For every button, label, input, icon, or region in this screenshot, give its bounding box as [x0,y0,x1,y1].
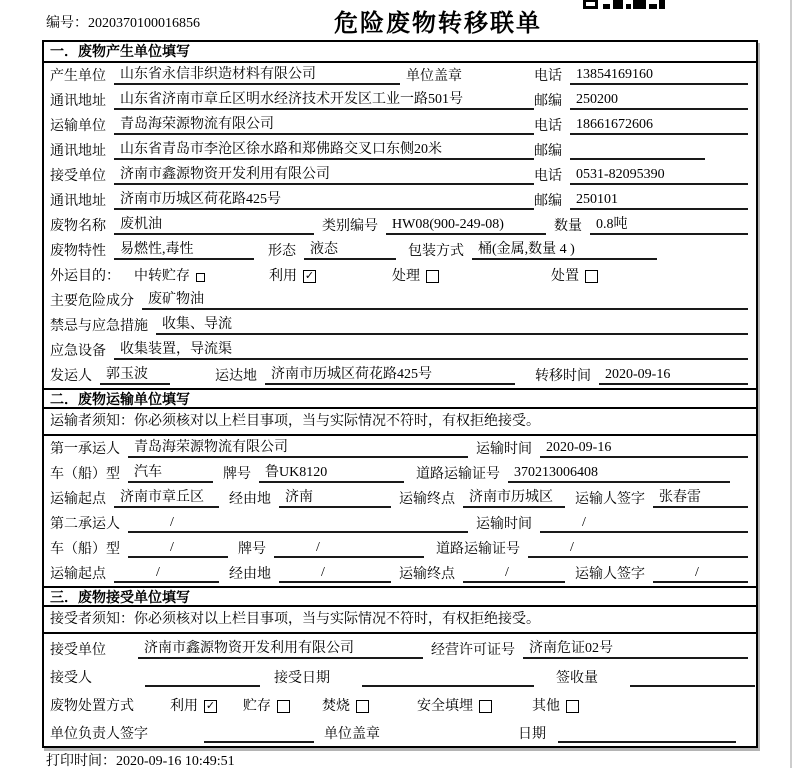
date-value [558,724,736,743]
carrier2-signature-label: 运输人签字 [575,567,645,582]
producer-unit-row [44,63,756,88]
form-state-label: 形态 [268,244,296,259]
waste-property-row [44,238,756,263]
section2-header: 二．废物运输单位填写 [44,388,756,409]
transporter-unit-value: 青岛海荣源物流有限公司 [114,116,534,135]
hazard-component-row [44,288,756,313]
plate-number2-label: 牌号 [238,542,266,557]
shipper-value: 郭玉波 [100,366,170,385]
storage-checkbox [277,700,290,713]
disposal-method-row [44,690,756,718]
responsible-signature-label: 单位负责人签字 [50,727,148,742]
vehicle-type2-row [44,536,756,561]
receiver-unit-row [44,163,756,188]
plate-number2-value: / [274,539,424,558]
print-time-value: 2020-09-16 10:49:51 [116,754,235,769]
license-number-value: 济南危证02号 [523,640,748,659]
transporter-address-row [44,138,756,163]
transfer-time-label: 转移时间 [535,369,591,384]
utilize-checkbox-checked: ✓ [304,269,315,282]
serial-number-line [46,12,200,32]
quantity-value: 0.8吨 [590,216,748,235]
accept-date-label: 接受日期 [274,671,330,686]
transporter-notice: 运输者须知：你必须核对以上栏目事项，当与实际情况不符时，有权拒绝接受。 [44,409,756,436]
first-carrier-value: 青岛海荣源物流有限公司 [128,439,468,458]
utilize2-checkbox-checked: ✓ [205,699,216,712]
accept-unit-row [44,634,756,662]
disposal-method-label: 废物处置方式 [50,699,134,714]
carrier-signature-value: 张春雷 [653,489,748,508]
unit-seal2-label: 单位盖章 [324,727,380,742]
vehicle-type-value: 汽车 [128,464,213,483]
producer-unit-value: 山东省永信非织造材料有限公司 [114,66,400,85]
producer-address-label: 通讯地址 [50,94,106,109]
accept-person-value [145,668,260,687]
transit-storage-checkbox [196,273,205,282]
receiver-address-row [44,188,756,213]
route-row [44,486,756,511]
transport-time2-label: 运输时间 [476,517,532,532]
transport-time-label: 运输时间 [476,442,532,457]
producer-address-row [44,88,756,113]
waste-name-value: 废机油 [114,216,314,235]
transfer-time-value: 2020-09-16 [599,366,748,385]
route-via-value: 济南 [279,489,391,508]
route-end-value: 济南市历城区 [463,489,565,508]
producer-postcode-label: 邮编 [534,94,562,109]
route2-end-value: / [463,564,565,583]
date-label: 日期 [518,727,546,742]
option-incinerate-label: 焚烧 [322,699,350,714]
route-end-label: 运输终点 [399,492,455,507]
vehicle-type2-value: / [128,539,228,558]
dispose-checkbox [585,270,598,283]
waste-name-row [44,213,756,238]
transporter-phone-value: 18661672606 [570,116,748,135]
responsible-signature-row [44,718,756,746]
transporter-postcode-value [570,141,705,160]
option-utilize-label: 利用 [269,269,297,284]
transporter-address-label: 通讯地址 [50,144,106,159]
route2-via-value: / [279,564,391,583]
transfer-purpose-row [44,263,756,288]
second-carrier-row [44,511,756,536]
route2-row [44,561,756,586]
receiver-phone-label: 电话 [534,169,562,184]
quantity-label: 数量 [554,219,582,234]
unit-seal-label: 单位盖章 [406,69,462,84]
road-permit-value: 370213006408 [508,464,730,483]
emergency-equipment-label: 应急设备 [50,344,106,359]
producer-phone-value: 13854169160 [570,66,748,85]
treat-checkbox [426,270,439,283]
landfill-checkbox [479,700,492,713]
route-origin-label: 运输起点 [50,492,106,507]
serial-number: 2020370100016856 [88,16,200,31]
producer-phone-label: 电话 [534,69,562,84]
second-carrier-label: 第二承运人 [50,517,120,532]
section3-header: 三．废物接受单位填写 [44,586,756,607]
packaging-value: 桶(金属,数量 4 ) [472,241,657,260]
shipper-row [44,363,756,388]
destination-label: 运达地 [215,369,257,384]
license-number-label: 经营许可证号 [431,643,515,658]
producer-unit-label: 产生单位 [50,69,106,84]
road-permit-label: 道路运输证号 [416,467,500,482]
accept-unit-value: 济南市鑫源物资开发利用有限公司 [138,640,423,659]
carrier2-signature-value: / [653,564,748,583]
manifest-form-table [42,40,758,748]
packaging-label: 包装方式 [408,244,464,259]
road-permit2-label: 道路运输证号 [436,542,520,557]
emergency-measures-value: 收集、导流 [156,316,748,335]
responsible-signature-value [204,724,314,743]
category-code-value: HW08(900-249-08) [386,216,546,235]
hazard-component-label: 主要危险成分 [50,294,134,309]
transporter-phone-label: 电话 [534,119,562,134]
route2-end-label: 运输终点 [399,567,455,582]
waste-name-label: 废物名称 [50,219,106,234]
accept-date-value [362,668,534,687]
route-via-label: 经由地 [229,492,271,507]
waste-property-value: 易燃性,毒性 [114,241,254,260]
transfer-purpose-label: 外运目的： [50,269,120,284]
vehicle-type2-label: 车（船）型 [50,542,120,557]
emergency-measures-label: 禁忌与应急措施 [50,319,148,334]
section1-header: 一．废物产生单位填写 [44,42,756,63]
qr-code-icon [583,0,665,9]
transporter-unit-label: 运输单位 [50,119,106,134]
other-checkbox [566,700,579,713]
received-amount-value [630,668,755,687]
receiver-notice: 接受者须知：你必须核对以上栏目事项，当与实际情况不符时，有权拒绝接受。 [44,607,756,634]
vehicle-type-row [44,461,756,486]
producer-address-value: 山东省济南市章丘区明水经济技术开发区工业一路501号 [114,91,534,110]
first-carrier-row [44,436,756,461]
option-dispose-label: 处置 [551,269,579,284]
destination-value: 济南市历城区荷花路425号 [265,366,515,385]
carrier-signature-label: 运输人签字 [575,492,645,507]
plate-number-label: 牌号 [223,467,251,482]
route-origin-value: 济南市章丘区 [114,489,219,508]
page-edge-line [790,0,792,768]
emergency-equipment-value: 收集装置，导流渠 [114,341,748,360]
option-landfill-label: 安全填埋 [417,699,473,714]
option-transit-storage-label: 中转贮存 [134,269,190,284]
transporter-unit-row [44,113,756,138]
print-time-label: 打印时间： [46,754,116,769]
route2-origin-label: 运输起点 [50,567,106,582]
plate-number-value: 鲁UK8120 [259,464,404,483]
option-other-label: 其他 [532,699,560,714]
waste-property-label: 废物特性 [50,244,106,259]
option-utilize2-label: 利用 [170,699,198,714]
receiver-unit-label: 接受单位 [50,169,106,184]
accept-person-label: 接受人 [50,671,92,686]
print-time-line [46,750,235,770]
shipper-label: 发运人 [50,369,92,384]
serial-label: 编号： [46,16,88,31]
option-storage-label: 贮存 [243,699,271,714]
emergency-equipment-row [44,338,756,363]
transport-time-value: 2020-09-16 [540,439,748,458]
receiver-address-value: 济南市历城区荷花路425号 [114,191,534,210]
transporter-postcode-label: 邮编 [534,144,562,159]
route2-origin-value: / [114,564,219,583]
category-code-label: 类别编号 [322,219,378,234]
vehicle-type-label: 车（船）型 [50,467,120,482]
emergency-measures-row [44,313,756,338]
accept-person-row [44,662,756,690]
page-title: 危险废物转移联单 [334,10,542,37]
second-carrier-value: / [128,514,468,533]
first-carrier-label: 第一承运人 [50,442,120,457]
receiver-postcode-value: 250101 [570,191,748,210]
receiver-address-label: 通讯地址 [50,194,106,209]
received-amount-label: 签收量 [556,671,598,686]
route2-via-label: 经由地 [229,567,271,582]
option-treat-label: 处理 [392,269,420,284]
transport-time2-value: / [540,514,748,533]
receiver-phone-value: 0531-82095390 [570,166,748,185]
road-permit2-value: / [528,539,748,558]
transporter-address-value: 山东省青岛市李沧区徐水路和郑佛路交叉口东侧20米 [114,141,534,160]
accept-unit-label: 接受单位 [50,643,106,658]
producer-postcode-value: 250200 [570,91,748,110]
incinerate-checkbox [356,700,369,713]
hazard-component-value: 废矿物油 [142,291,748,310]
receiver-postcode-label: 邮编 [534,194,562,209]
receiver-unit-value: 济南市鑫源物资开发利用有限公司 [114,166,534,185]
form-state-value: 液态 [304,241,396,260]
